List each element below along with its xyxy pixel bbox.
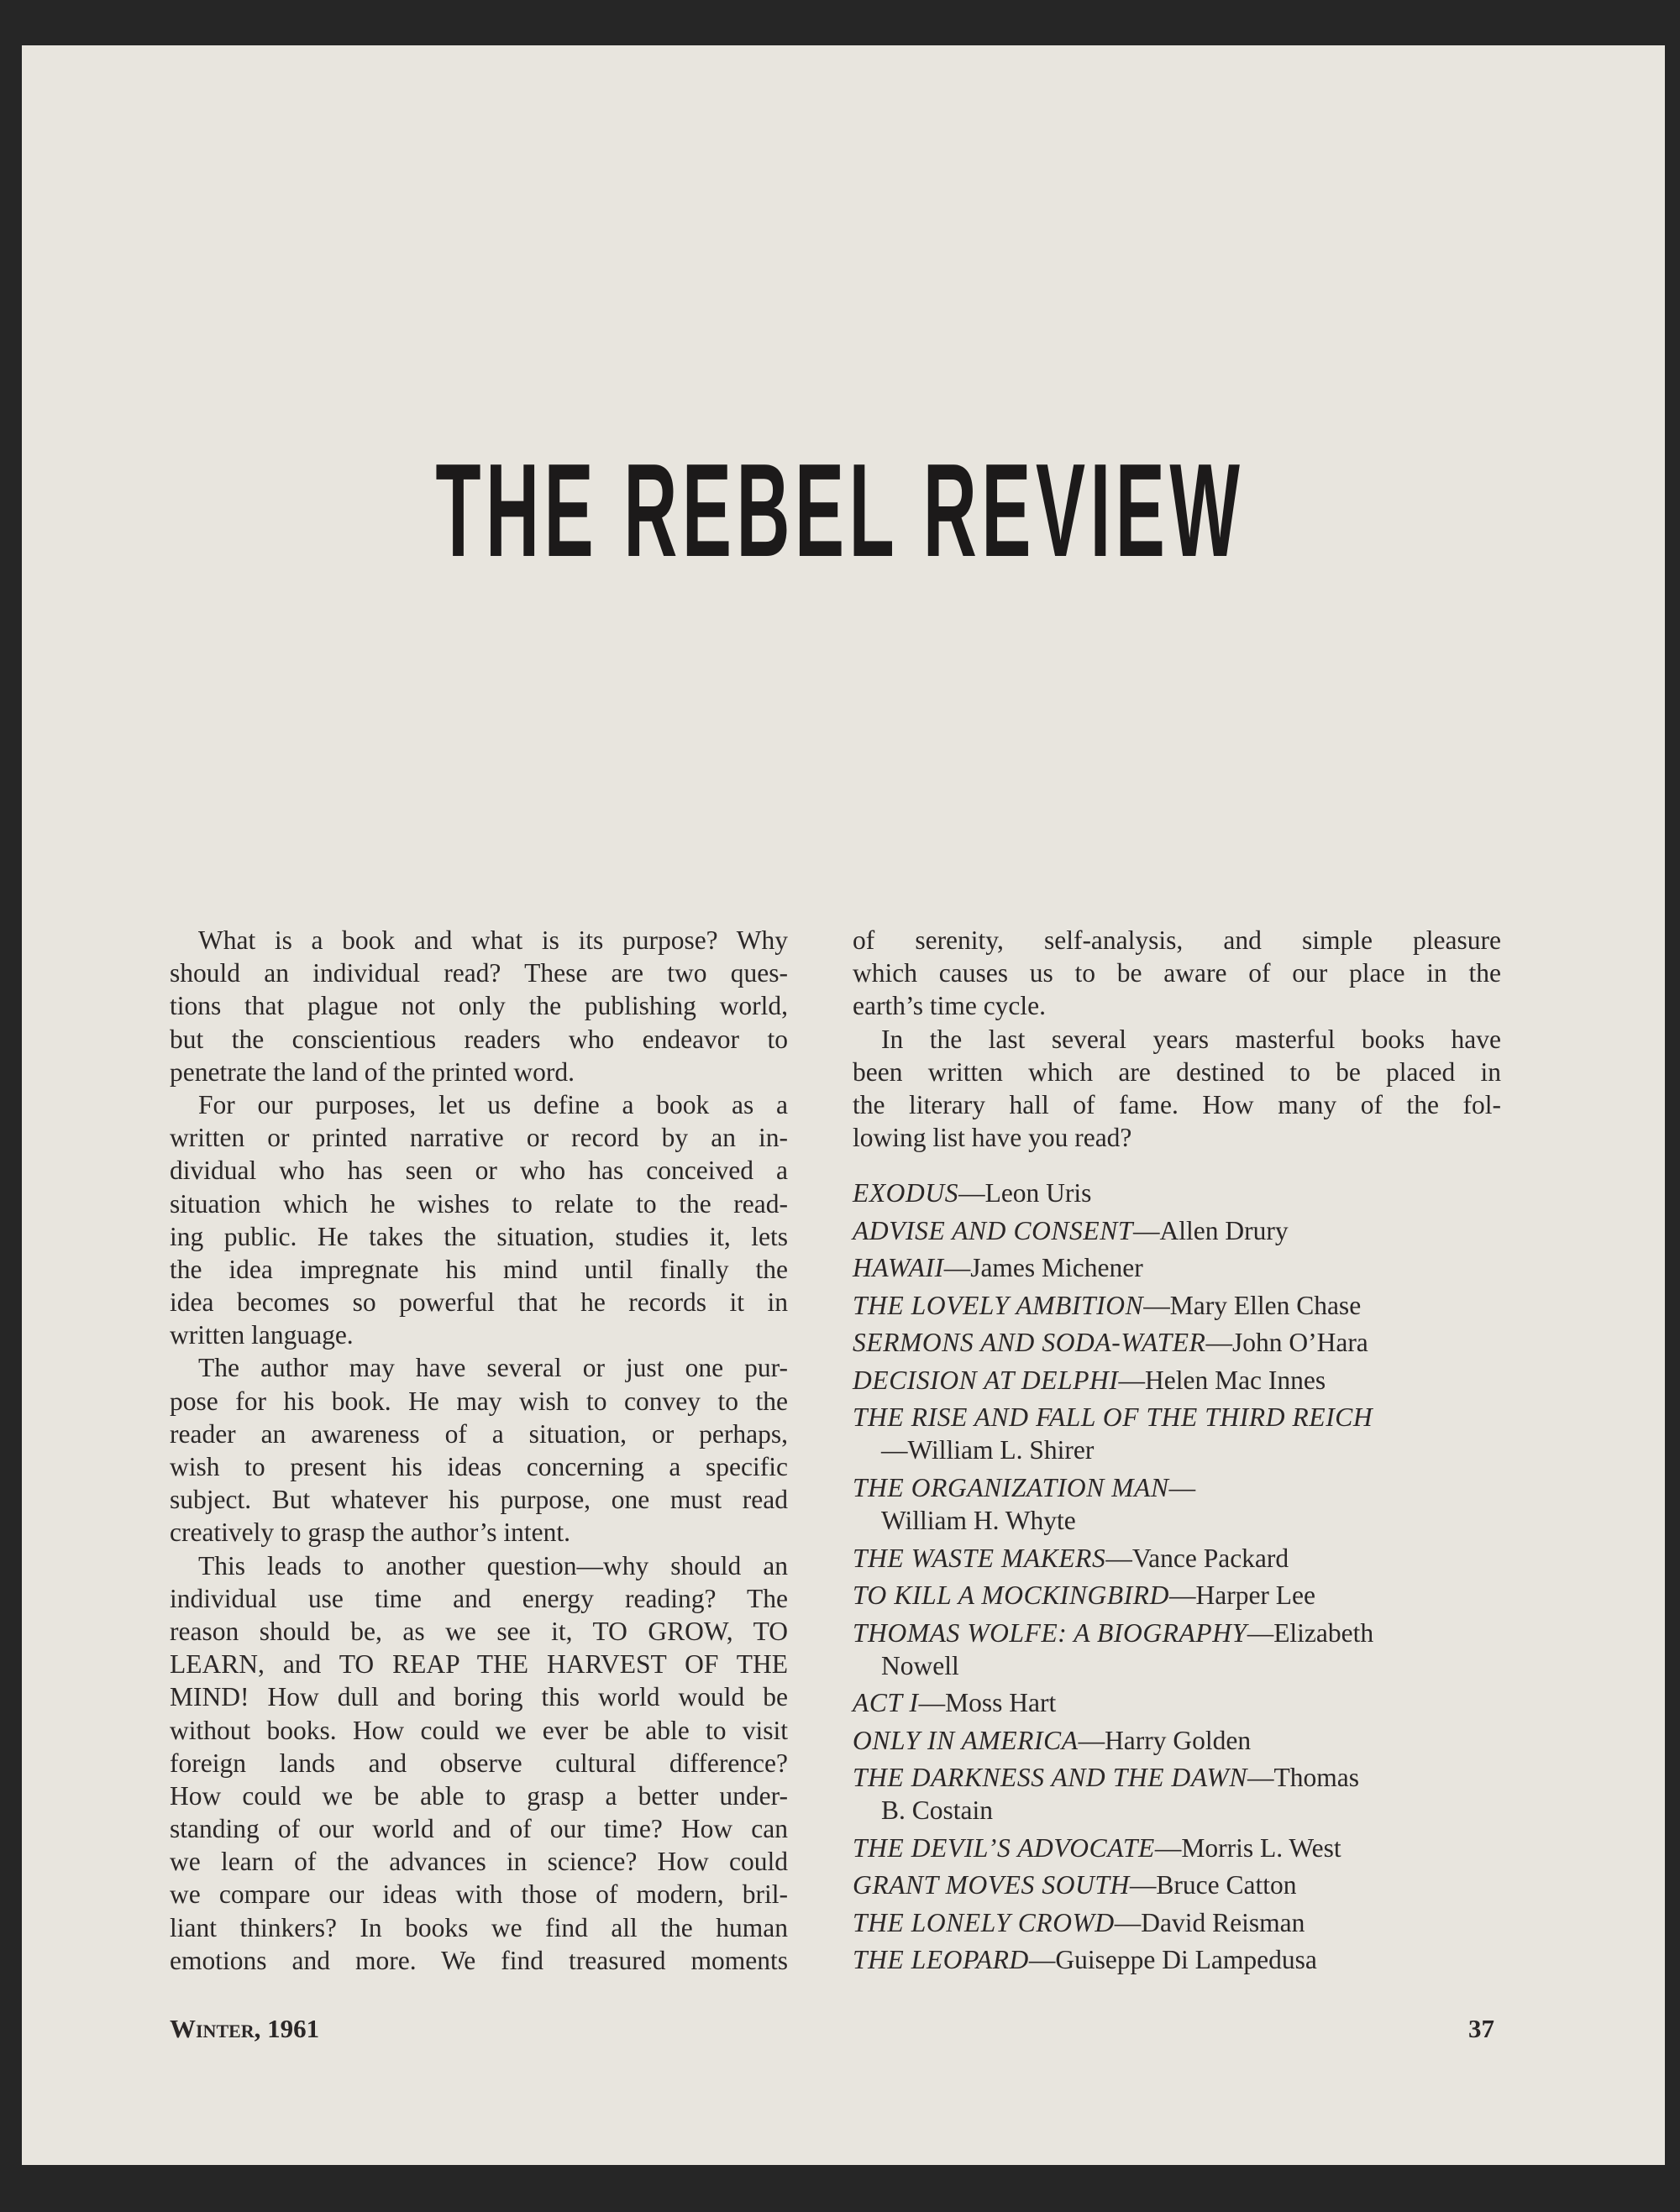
text-line: foreign lands and observe cultural difference? bbox=[170, 1748, 788, 1778]
book-entry-line bbox=[853, 1724, 1501, 1757]
text-line: tions that plague not only the publishing world, bbox=[170, 991, 788, 1021]
book-title: THE LEOPARD bbox=[853, 1945, 1029, 1975]
text-line: creatively to grasp the author’s intent. bbox=[170, 1517, 571, 1548]
book-author: —James Michener bbox=[943, 1253, 1143, 1283]
issue-date: Winter, 1961 bbox=[170, 2014, 320, 2043]
text-line: reader an awareness of a situation, or perhaps, bbox=[170, 1418, 788, 1449]
text-line: liant thinkers? In books we find all the human bbox=[170, 1912, 788, 1942]
book-entry-line bbox=[853, 1289, 1501, 1322]
book-list-item bbox=[853, 1617, 1501, 1682]
right-column bbox=[853, 924, 1501, 1981]
book-list bbox=[853, 1177, 1501, 1976]
left-column bbox=[170, 924, 788, 1977]
book-author: —Thomas bbox=[1247, 1763, 1359, 1793]
text-line: standing of our world and of our time? How can bbox=[170, 1814, 788, 1844]
paragraph bbox=[853, 924, 1501, 1023]
book-entry-line bbox=[853, 1364, 1501, 1397]
text-line: written or printed narrative or record by an in- bbox=[170, 1123, 788, 1153]
book-list-item bbox=[853, 1943, 1501, 1976]
book-title: THE RISE AND FALL OF THE THIRD REICH bbox=[853, 1402, 1373, 1433]
book-author-continued: —William L. Shirer bbox=[881, 1435, 1095, 1465]
book-entry-line bbox=[853, 1761, 1501, 1794]
text-line: The author may have several or just one pur- bbox=[198, 1353, 788, 1383]
book-list-item bbox=[853, 1869, 1501, 1901]
book-list-item bbox=[853, 1326, 1501, 1359]
book-list-item bbox=[853, 1579, 1501, 1612]
paragraph bbox=[853, 1023, 1501, 1155]
text-line: without books. How could we ever be able to visit bbox=[170, 1715, 788, 1745]
book-author-continued: B. Costain bbox=[881, 1795, 994, 1826]
text-line: idea becomes so powerful that he records it in bbox=[170, 1287, 788, 1318]
book-entry-line bbox=[853, 1326, 1501, 1359]
paragraph bbox=[170, 924, 788, 1088]
book-title: EXODUS bbox=[853, 1178, 959, 1208]
book-title: THOMAS WOLFE: A BIOGRAPHY bbox=[853, 1617, 1247, 1648]
paragraph bbox=[170, 1088, 788, 1352]
text-line: written language. bbox=[170, 1320, 354, 1350]
book-list-item bbox=[853, 1214, 1501, 1247]
book-author: —Moss Hart bbox=[918, 1688, 1057, 1718]
book-author: —Morris L. West bbox=[1154, 1832, 1341, 1863]
text-line: the idea impregnate his mind until finally the bbox=[170, 1254, 788, 1284]
book-entry-line bbox=[853, 1943, 1501, 1976]
book-entry-line bbox=[853, 1542, 1501, 1575]
text-line: earth’s time cycle. bbox=[853, 991, 1047, 1021]
text-line: This leads to another question—why should an bbox=[198, 1550, 788, 1580]
text-line: dividual who has seen or who has conceived a bbox=[170, 1156, 788, 1186]
book-entry-line bbox=[853, 1401, 1501, 1434]
book-entry-line bbox=[853, 1579, 1501, 1612]
book-list-item bbox=[853, 1177, 1501, 1209]
text-line: emotions and more. We find treasured moments bbox=[170, 1945, 788, 1975]
book-list-item bbox=[853, 1542, 1501, 1575]
book-list-item bbox=[853, 1401, 1501, 1466]
book-title: SERMONS AND SODA-WATER bbox=[853, 1328, 1206, 1358]
book-entry-line bbox=[853, 1869, 1501, 1901]
text-line: situation which he wishes to relate to the read- bbox=[170, 1188, 788, 1219]
book-title: THE LOVELY AMBITION bbox=[853, 1290, 1144, 1320]
text-line: reason should be, as we see it, TO GROW, TO bbox=[170, 1616, 788, 1646]
book-title: DECISION AT DELPHI bbox=[853, 1365, 1119, 1395]
book-title: THE WASTE MAKERS bbox=[853, 1543, 1106, 1573]
book-author-continued: William H. Whyte bbox=[881, 1506, 1076, 1536]
book-author: —Vance Packard bbox=[1105, 1543, 1289, 1573]
book-list-item bbox=[853, 1686, 1501, 1719]
book-title: ACT I bbox=[853, 1688, 919, 1718]
text-line: wish to present his ideas concerning a specific bbox=[170, 1452, 788, 1481]
text-line: we learn of the advances in science? How could bbox=[170, 1847, 788, 1877]
book-entry-line bbox=[853, 1177, 1501, 1209]
book-title: TO KILL A MOCKINGBIRD bbox=[853, 1580, 1169, 1611]
text-line: of serenity, self-analysis, and simple pleasure bbox=[853, 925, 1501, 955]
text-line: LEARN, and TO REAP THE HARVEST OF THE bbox=[170, 1649, 788, 1680]
book-author: —Leon Uris bbox=[958, 1178, 1092, 1208]
text-line: but the conscientious readers who endeavor to bbox=[170, 1024, 788, 1054]
book-entry-line bbox=[853, 1471, 1501, 1504]
text-line: subject. But whatever his purpose, one must read bbox=[170, 1485, 788, 1515]
book-entry-line bbox=[853, 1686, 1501, 1719]
text-line: should an individual read? These are two ques- bbox=[170, 958, 788, 988]
book-title: ADVISE AND CONSENT bbox=[853, 1215, 1133, 1245]
book-list-item bbox=[853, 1761, 1501, 1827]
text-line: ing public. He takes the situation, studies it, lets bbox=[170, 1221, 788, 1251]
text-line: For our purposes, let us define a book as a bbox=[198, 1089, 788, 1119]
book-list-item bbox=[853, 1289, 1501, 1322]
paragraph bbox=[170, 1549, 788, 1977]
book-author: —Elizabeth bbox=[1247, 1617, 1374, 1648]
text-line: penetrate the land of the printed word. bbox=[170, 1056, 575, 1087]
text-line: we compare our ideas with those of modern, bril- bbox=[170, 1879, 788, 1910]
book-list-item bbox=[853, 1471, 1501, 1537]
book-author: —Harper Lee bbox=[1168, 1580, 1316, 1611]
book-author: —Bruce Catton bbox=[1129, 1870, 1297, 1900]
book-author-continued: Nowell bbox=[881, 1650, 959, 1680]
book-title: THE DEVIL’S ADVOCATE bbox=[853, 1832, 1155, 1863]
book-list-item bbox=[853, 1906, 1501, 1939]
book-entry-line bbox=[853, 1832, 1501, 1864]
book-title: HAWAII bbox=[853, 1253, 944, 1283]
book-entry-line bbox=[853, 1214, 1501, 1247]
paragraph bbox=[170, 1351, 788, 1549]
book-author: — bbox=[1168, 1472, 1196, 1502]
book-author: —Allen Drury bbox=[1132, 1215, 1289, 1245]
book-title: THE DARKNESS AND THE DAWN bbox=[853, 1763, 1248, 1793]
book-title: GRANT MOVES SOUTH bbox=[853, 1870, 1130, 1900]
right-paragraphs bbox=[853, 924, 1501, 1154]
book-list-item bbox=[853, 1724, 1501, 1757]
text-line: been written which are destined to be placed in bbox=[853, 1056, 1501, 1087]
text-line: How could we be able to grasp a better under- bbox=[170, 1780, 788, 1811]
masthead-title: THE REBEL REVIEW bbox=[435, 437, 1245, 584]
book-author: —Harry Golden bbox=[1078, 1725, 1252, 1755]
book-author: —Helen Mac Innes bbox=[1118, 1365, 1326, 1395]
book-list-item bbox=[853, 1364, 1501, 1397]
book-title: THE LONELY CROWD bbox=[853, 1907, 1115, 1937]
book-title: ONLY IN AMERICA bbox=[853, 1725, 1079, 1755]
book-title: THE ORGANIZATION MAN bbox=[853, 1472, 1169, 1502]
book-entry-line bbox=[853, 1617, 1501, 1649]
text-line: which causes us to be aware of our place in the bbox=[853, 958, 1501, 988]
text-line: the literary hall of fame. How many of the fol- bbox=[853, 1089, 1501, 1119]
book-author: —Mary Ellen Chase bbox=[1143, 1290, 1362, 1320]
book-author: —David Reisman bbox=[1114, 1907, 1305, 1937]
text-line: What is a book and what is its purpose? Why bbox=[198, 925, 788, 955]
text-line: In the last several years masterful books have bbox=[881, 1024, 1501, 1054]
book-entry-line bbox=[853, 1906, 1501, 1939]
book-entry-line bbox=[853, 1251, 1501, 1284]
book-author: —John O’Hara bbox=[1205, 1328, 1368, 1358]
text-line: individual use time and energy reading? The bbox=[170, 1583, 788, 1613]
book-list-item bbox=[853, 1832, 1501, 1864]
text-line: lowing list have you read? bbox=[853, 1123, 1132, 1153]
text-line: MIND! How dull and boring this world would be bbox=[170, 1682, 788, 1712]
book-list-item bbox=[853, 1251, 1501, 1284]
book-author: —Guiseppe Di Lampedusa bbox=[1028, 1945, 1317, 1975]
page-number: 37 bbox=[1468, 2014, 1494, 2043]
text-line: pose for his book. He may wish to convey to the bbox=[170, 1386, 788, 1416]
